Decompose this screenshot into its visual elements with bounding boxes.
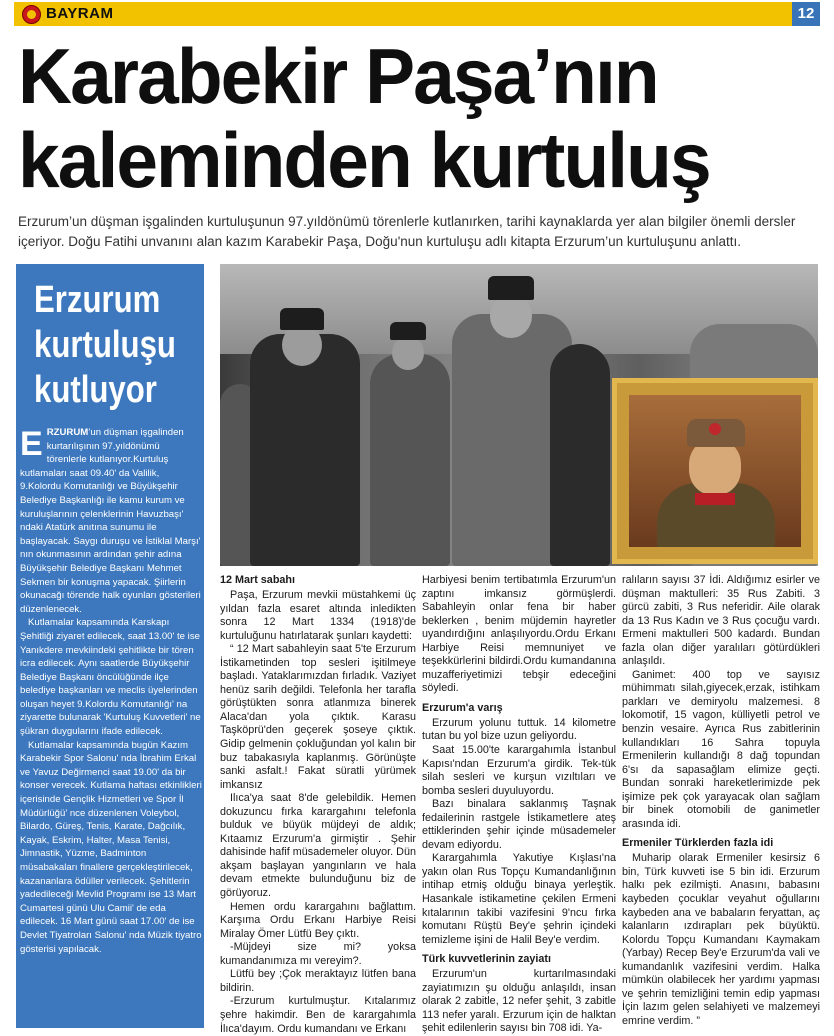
photo-pasha-face: [490, 294, 532, 338]
article-paragraph: Hemen ordu karargahını bağlattım. Karşıma Ordu Erkanı Harbiye Reisi Miralay Ömer Lütfü Bey çıktı.: [220, 900, 416, 940]
article-paragraph: Muharip olarak Ermeniler kesirsiz 6 bin, Türk kuvveti ise 5 bin idi. Erzurum halkı pek ezilmişti. Anasını, babasını kaybeden çocuklar veyahut oğullarını kaybeden ana ve babaların feryattan, aç kalanların ızdırapları pek büyüktü. Kolordu Topçu Kumandanı Kaymakam (Yarbay) Recep Bey'e Erzurum'da vali ve kumandanlık vazifesini verdim. Halka mümkün olabilecek her yardımı yapması ve şehrin temizliğini temin edip yapması İçin lazım gelen selahiyeti ve malzemeyi emrine verdim. ”: [622, 852, 820, 1027]
section-header-bar: [14, 2, 820, 26]
article-paragraph: Erzurum'un kurtarılmasındaki zayiatımızın şu olduğu anlaşıldı, insan olarak 2 zabitle, 12 nefer şehit, 3 zabitle 113 nefer yaralı. Erzurum için de halktan şehit edilenlerin sayısı bin 708 idi. Ya-: [422, 968, 616, 1035]
photo-officer-figure: [250, 334, 360, 566]
article-column-2: [422, 574, 616, 1036]
photo-officer-face: [282, 324, 322, 366]
photo-soldier-figure: [550, 344, 610, 566]
portrait-crescent-badge-icon: [709, 423, 721, 435]
section-label: BAYRAM: [46, 5, 114, 22]
photo-pasha-cap: [488, 276, 534, 300]
sidebar-title-line-2: kurtuluşu: [34, 324, 176, 366]
portrait-painting: [612, 378, 818, 564]
sidebar-paragraph-2: Kutlamalar kapsamında Karskapı Şehitliği ziyaret edilecek, saat 13.00' te ise Yanıkdere mevkiindeki şehitlikte bir tören icra edilecek. Aynı saatlerde Büyükşehir Belediye Başkanı öncülüğünde ilçe belediye başkanları ve meclis üyelerinden oluşan heyet 9.Kolordu Komutanlığı' na ziyarette bulunarak 'Kurtuluş Kuvvetleri' ne şükran duygularını ifade edilecek.: [20, 617, 201, 738]
column-heading: Türk kuvvetlerinin zayiatı: [422, 953, 552, 966]
portrait-canvas: [629, 395, 801, 547]
sidebar-body: [20, 426, 202, 956]
article-column-3: [622, 574, 820, 1029]
headline: [18, 34, 786, 202]
lead-paragraph: Erzurum’un düşman işgalinden kurtuluşunun 97.yıldönümü törenlerle kutlanırken, tarihi kaynaklarda yer alan bilgiler önemli dersler içeriyor. Doğu Fatihi unvanını alan kazım Karabekir Paşa, Doğu'nun kurtuluşu adlı kitapta Erzurum’un kurtuluşunu anlattı.: [18, 214, 796, 249]
sidebar-paragraph-3: Kutlamalar kapsamında bugün Kazım Karabekir Spor Salonu' nda İbrahim Erkal ve Yavuz Değirmenci saat 19.00' da bir konser verecek. Kutlama haftası etkinlikleri içerisinde Gençlik Hizmetleri ve Spor İl Müdürlüğü' nce düzenlenen Voleybol, Bilardo, Güreş, Tenis, Karate, Dağcılık, Kayak, Eskrim, Halter, Masa Tenisi, Jimnastik, Yüzme, Badminton müsabakaları finallere gerçekleştirilecek, kazananlara ödüller verilecek. Şehitlerin yadedileceği Mevlid Programı ise 13 Mart Cumartesi günü Ulu Camii' de eda edilecek. 16 Mart günü saat 17.00' de ise Devlet Tiyatroları Salonu' nda Müzik tiyatro gösterisi yapılacak.: [20, 739, 202, 955]
sidebar-lead-word: RZURUM: [46, 427, 89, 438]
sidebar-paragraph-1: ’un düşman işgalinden kurtarılışının 97.yıldönümü törenlerle kutlanıyor.Kurtuluş kutlamaları saat 09.40' da Valilik, 9.Kolordu Komutanlığı ve Büyükşehir Belediye Başkanlığı ile kamu kurum ve kuruluşlarının çelenklerinin Havuzbaşı' ndaki Atatürk anıtına sunumu ile başlayacak. Saygı duruşu ve İstiklal Marşı' nın okunmasının ardından şehir adına Büyükşehir Belediye Başkanı Mehmet Sekmen bir konuşma yapacak. Şiirlerin okunacağı törende halk oyunları gösterileri düzenlenecek.: [20, 427, 201, 615]
sidebar-title: [34, 278, 176, 413]
column-heading: Erzurum'a varış: [422, 701, 503, 714]
article-paragraph: Ganimet: 400 top ve sayısız mühimmatı silah,giyecek,erzak, istihkam parkları ve demiryolu malzemesi. 8 lokomotif, 15 vagon, külliyetli petrol ve benzin vesaire. Ayrıca Rus zabitlerinin kullandıkları 16 Sahra topuyla Ermenilerin kullandığı 8 dağ topundan 6'sı da sapasağlam elimize geçti. Bundan sonraki hareketlerimizde pek işimize pek çok yarayacak olan sağlam bir binek otomobili de ganimetler arasında idi.: [622, 668, 820, 830]
portrait-face: [689, 439, 741, 495]
sidebar-title-line-1: Erzurum: [34, 279, 161, 321]
photo-soldier-cap: [390, 322, 426, 340]
newspaper-logo-icon: [22, 5, 41, 24]
article-paragraph: Saat 15.00'te karargahımla İstanbul Kapısı'ndan Erzurum'a girdik. Tek-tük silah sesleri ve kurşun vızıltıları ve bomba sesleri duyuluyordu.: [422, 744, 616, 797]
article-paragraph: ralıların sayısı 37 İdi. Aldığımız esirler ve düşman maktulleri: 35 Rus Zabiti. 3 gürcü zabiti, 3 Rus neferidir. Aile olarak da 13 Rus Kadın ve 3 Rus çocuğu vardı. Ermeni maktulleri 500 kadardı. Bundan fazla olan diğer yaralıları götürdükleri anlaşıldı.: [622, 574, 820, 668]
page-number: 12: [792, 2, 820, 26]
article-paragraph: Bazı binalara saklanmış Taşnak fedailerinin rastgele İstikametlere ateş ettiklerinden şehir içinde müsademeler devam ediyordu.: [422, 798, 616, 851]
article-paragraph: Paşa, Erzurum mevkii müstahkemi üç yıldan fazla esaret altında inledikten sonra 12 Mart 1334 (1918)'de kurtuluğunu hatırlatarak şunları kaydetti:: [220, 589, 416, 642]
article-paragraph: -Erzurum kurtulmuştur. Kıtalarımız şehre hakimdir. Ben de karargahımla İlıca'dayım. Ordu kumandanı ve Erkanı: [220, 995, 416, 1035]
photo-officer-cap: [280, 308, 324, 330]
article-paragraph: -Müjdeyi size mi? yoksa kumandanımıza mı vereyim?.: [220, 941, 416, 967]
article-paragraph: “ 12 Mart sabahleyin saat 5'te Erzurum İstikametinden top sesleri işitilmeye başladı. Yataklarımızdan fırladık. Vaziyet henüz sarih değildi. Telefonla her tarafla görüştükten sonra atlanmıza binerek Alaca'dan yola çıktık. Karasu Taşköprü'den geçerek şoseye çıktık. Gidip gelmenin çokluğundan yol kalın bir buz tabakasıyla kaplanmış. Görünüşte sanki asfalt.! Fakat süratli yürümek imkansız: [220, 643, 416, 791]
photo-soldier-figure: [370, 354, 450, 566]
photo-soldier-face: [392, 336, 424, 370]
article-paragraph: Lütfü bey ;Çok meraktayız lütfen bana bildirin.: [220, 968, 416, 994]
sidebar-title-line-3: kutluyor: [34, 369, 157, 411]
article-column-1: [220, 574, 416, 1036]
portrait-collar: [695, 493, 735, 505]
headline-line-2: kaleminden kurtuluş: [18, 116, 710, 204]
sidebar-box: [16, 264, 204, 1028]
headline-line-1: Karabekir Paşa’nın: [18, 32, 658, 120]
column-heading: Ermeniler Türklerden fazla idi: [622, 837, 774, 850]
article-paragraph: Harbiyesi benim tertibatımla Erzurum'un zaptını imkansız görmüşlerdi. Sabahleyin onlar fena bir haber beklerken , benim müjdemin hayretler uyandırdığını anlaşılıyordu.Ordu Erkanı Harbiye Reisi memnuniyet ve teşekkürlerini bildirdi.Ordu kumandanına muzafferiyetimizi tebşir edeceğini söyledi.: [422, 574, 616, 695]
article-paragraph: Ilıca'ya saat 8'de gelebildik. Hemen dokuzuncu fırka karargahını telefonla bulduk ve büyük müjdeyi de aldık; Kıtaamız Erzurum'a girmiştir . Şehir dahisinde hafif müsademeler oluyor. Dün akşam başlayan yangınların ve hala devam etmekte bulunduğunu biz de görüyoruz.: [220, 792, 416, 900]
column-heading: 12 Mart sabahı: [220, 574, 296, 586]
drop-cap: E: [20, 425, 43, 463]
article-paragraph: Erzurum yolunu tuttuk. 14 kilometre tutan bu yol bize uzun geliyordu.: [422, 716, 616, 743]
article-paragraph: Karargahımla Yakutiye Kışlası'na yakın olan Rus Topçu Kumandanlığının intihap etmiş olduğu binaya yerleştik. Hasankale istikametine çekilen Ermeni kıtalarının takibi vazifesini 9'ncu fırka komutanı Rüştü Bey'e şehrin içindeki temizleme işini de Halil Bey'e verdim.: [422, 852, 616, 946]
